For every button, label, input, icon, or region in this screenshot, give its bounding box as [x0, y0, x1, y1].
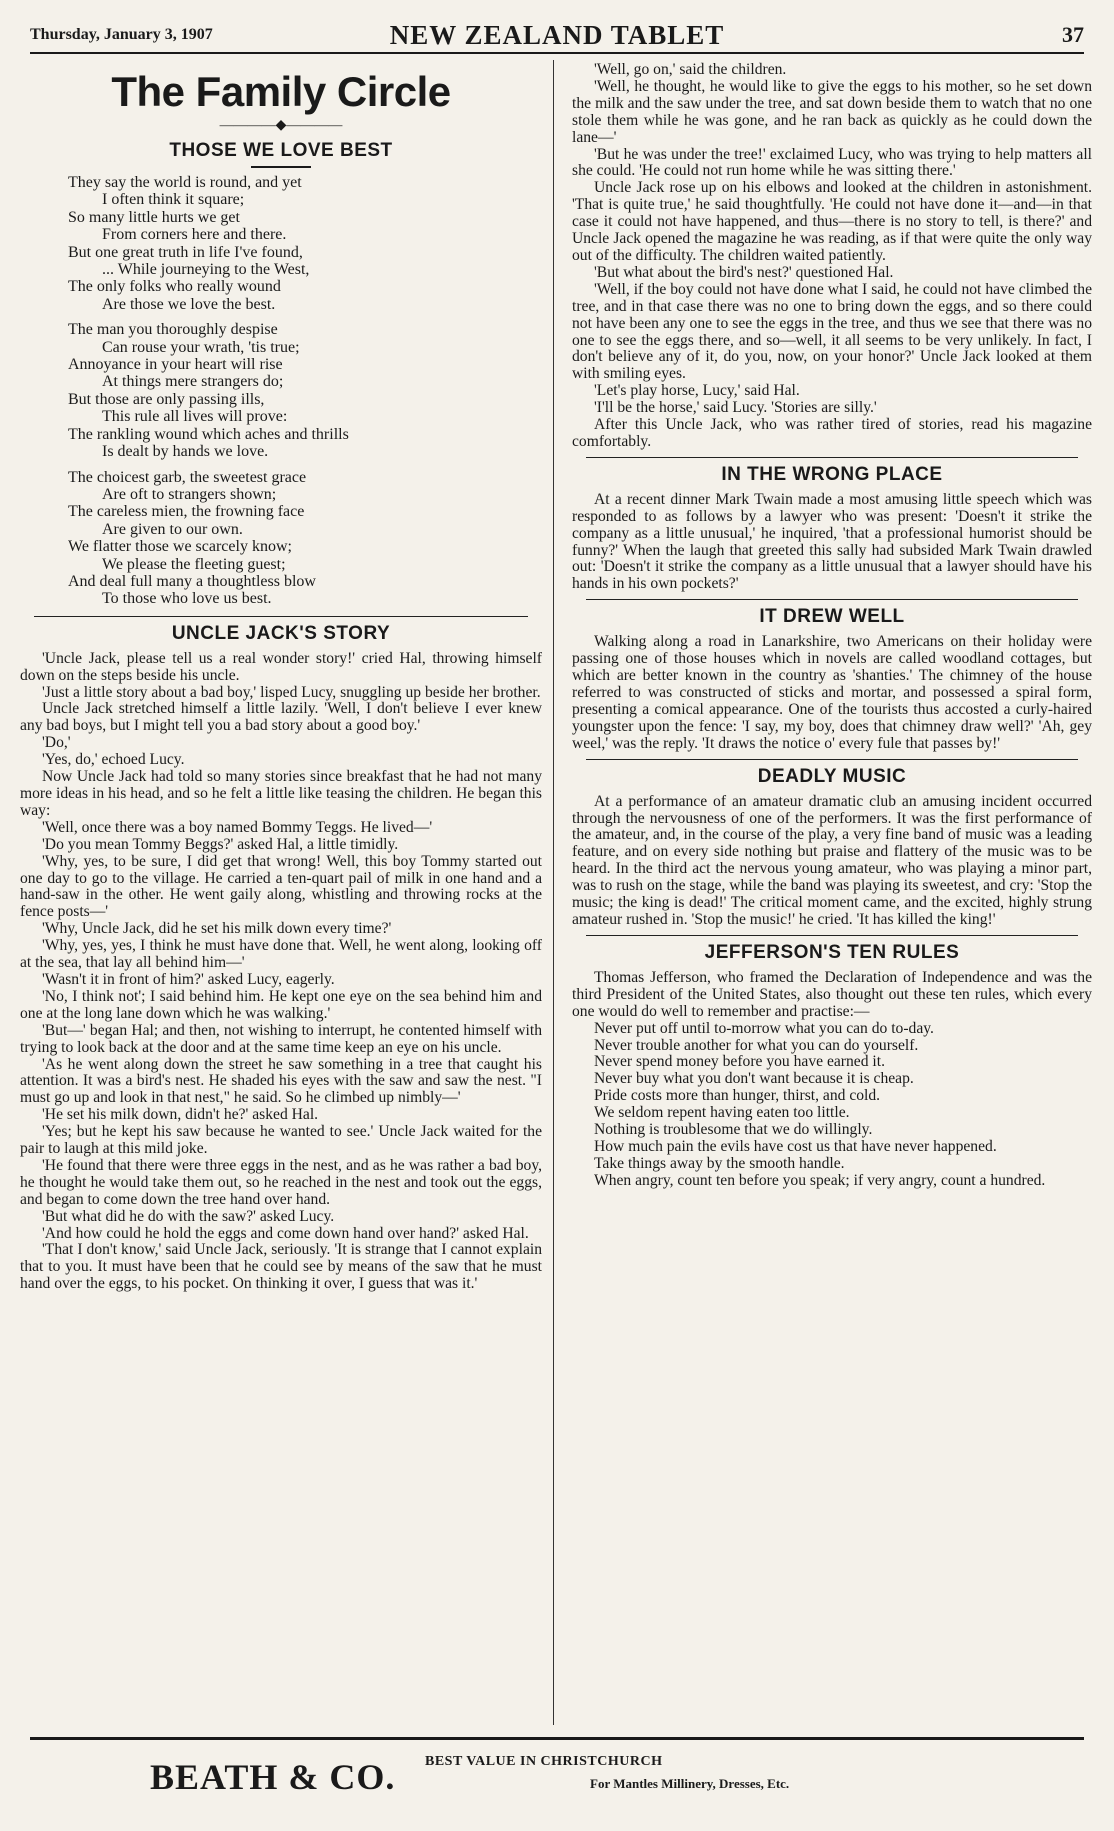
- story-paragraph: 'Why, Uncle Jack, did he set his milk down every time?': [42, 920, 392, 938]
- article-paragraph: At a recent dinner Mark Twain made a most amusing little speech which was responded to as follows by a lawyer who was present: 'Doesn't it strike the company as a little unusual,' he inquired, 'that a professional humorist should be funny?' When the laugh that greeted this sally had subsided Mark Twain drawled out: 'Doesn't it strike the company as a little unusual that a lawyer should have his hands in his own pockets?': [572, 490, 1092, 593]
- section-separator: [586, 457, 1078, 458]
- story-paragraph: 'Well, if the boy could not have done what I said, he could not have climbed the tree, and in that case there was no one to bring down the eggs, and so there could not have been any one to see the eggs in the tree, and thus we see that there was no one to see the eggs there, and so—well, it all seems to be very unlikely. In fact, I don't believe any of it, do you, now, on your honor?' Uncle Jack looked at them with smiling eyes.: [572, 280, 1092, 383]
- story-paragraph: Uncle Jack rose up on his elbows and looked at the children in astonishment. 'That is quite true,' he said thoughtfully. 'He could not have done it—and—in that case it could not have happened, and thus—there is no story to tell, is there?' and Uncle Jack opened the magazine he was reading, as if that were quite the only way out of the difficulty. The children waited patiently.: [572, 179, 1092, 264]
- wrong-place-heading: IN THE WRONG PLACE: [721, 463, 943, 485]
- story-paragraph: 'That I don't know,' said Uncle Jack, seriously. 'It is strange that I cannot explain that to you. It must have been that he could see by means of the saw that he must hand over the eggs, to his pocket. On thinking it over, I guess that was it.': [20, 1241, 542, 1293]
- poem-line: Annoyance in your heart will rise: [68, 356, 283, 374]
- story-paragraph: 'Yes; but he kept his saw because he wanted to see.' Uncle Jack waited for the pair to laugh at this mild joke.: [20, 1123, 542, 1158]
- story-heading: UNCLE JACK'S STORY: [171, 622, 391, 644]
- advertisement: [30, 1737, 1084, 1810]
- poem-line: We flatter those we scarcely know;: [68, 538, 292, 556]
- article-paragraph: At a performance of an amateur dramatic club an amusing incident occurred through the nervousness of one of the performers. It was the first performance of the amateur, and, in the course of the play, a very fine band of music was a leading feature, and on every side nothing but praise and flattery of the music was to be heard. In the third act the nervous young amateur, who was playing a minor part, was to rush on the stage, while the band was playing its sweetest, and cry: 'Stop the music; the king is dead!' The critical moment came, and the excited, highly strung amateur rushed in. 'Stop the music!' he cried. 'It has killed the king!': [572, 792, 1092, 928]
- story-paragraph: 'Well, go on,' said the children.: [594, 62, 787, 78]
- poem-line: The careless mien, the frowning face: [68, 503, 305, 521]
- poem-line: But those are only passing ills,: [68, 390, 265, 408]
- wrong-place-body: [572, 492, 1092, 593]
- rule-item: Nothing is troublesome that we do willingly.: [594, 1121, 873, 1139]
- right-column: [572, 62, 1092, 1722]
- story-paragraph: 'He found that there were three eggs in the nest, and as he was rather a bad boy, he thought he would take them out, so he reached in the nest and took out the eggs, and began to come down the tree hand over hand.: [20, 1156, 542, 1208]
- story-paragraph: 'Well, he thought, he would like to give the eggs to his mother, so he set down the milk and the saw under the tree, and sat down beside them to watch that no one stole them while he was gone, and he ran back as quickly as he could down the lane—': [572, 77, 1092, 146]
- poem-line: I often think it square;: [102, 191, 245, 209]
- section-separator: [34, 616, 528, 617]
- poem-line: This rule all lives will prove:: [102, 408, 288, 426]
- story-paragraph: 'Uncle Jack, please tell us a real wonder story!' cried Hal, throwing himself down on the steps beside his uncle.: [20, 649, 542, 684]
- rule-item: Never put off until to-morrow what you can do to-day.: [594, 1019, 934, 1037]
- page-number: 37: [1062, 22, 1084, 47]
- rule-item: How much pain the evils have cost us that have never happened.: [594, 1137, 997, 1155]
- section-separator: [586, 599, 1078, 600]
- story-paragraph: 'He set his milk down, didn't he?' asked Hal.: [42, 1106, 319, 1124]
- left-column: [20, 62, 542, 1722]
- story-paragraph: 'Just a little story about a bad boy,' lisped Lucy, snuggling up beside her brother.: [42, 683, 541, 701]
- poem-line: Are given to our own.: [102, 520, 243, 538]
- story-continued: [572, 62, 1092, 451]
- story-paragraph: 'Do,': [42, 734, 71, 752]
- drew-well-heading: IT DREW WELL: [759, 606, 905, 628]
- rule-item: Never trouble another for what you can do yourself.: [594, 1036, 919, 1054]
- story-paragraph: 'Let's play horse, Lucy,' said Hal.: [594, 382, 800, 400]
- story-paragraph: 'But—' began Hal; and then, not wishing to interrupt, he contented himself with trying to look back at the door and at the same time keep an eye on his uncle.: [20, 1021, 542, 1056]
- poem-line: The rankling wound which aches and thrills: [68, 425, 349, 443]
- poem-line: The only folks who really wound: [68, 278, 281, 296]
- section-separator: [586, 935, 1078, 936]
- story-paragraph: After this Uncle Jack, who was rather tired of stories, read his magazine comfortably.: [572, 416, 1092, 450]
- masthead: [30, 18, 1084, 54]
- rule-item: Never buy what you don't want because it is cheap.: [594, 1070, 914, 1088]
- story-paragraph: 'No, I think not'; I said behind him. He kept one eye on the sea behind him and one at the long lane down which he was walking.': [20, 987, 542, 1022]
- rule-item: Take things away by the smooth handle.: [594, 1154, 845, 1172]
- story-paragraph: 'But what did he do with the saw?' asked Lucy.: [42, 1207, 335, 1225]
- section-separator: [586, 759, 1078, 760]
- poem-line: But one great truth in life I've found,: [68, 243, 303, 261]
- poem-line: From corners here and there.: [102, 226, 287, 244]
- drew-well-body: [572, 634, 1092, 752]
- paper-title: NEW ZEALAND TABLET: [389, 20, 725, 50]
- jefferson-rules: [572, 1021, 1092, 1190]
- poem-line: They say the world is round, and yet: [68, 174, 302, 191]
- poem-stanza: [68, 174, 542, 313]
- poem: [68, 174, 542, 608]
- poem-line: So many little hurts we get: [68, 208, 240, 226]
- poem-stanza: [68, 469, 542, 608]
- poem-line: We please the fleeting guest;: [102, 555, 286, 573]
- deadly-music-body: [572, 794, 1092, 929]
- title-rule: [251, 166, 311, 168]
- poem-line: Is dealt by hands we love.: [102, 443, 269, 461]
- poem-line: ... While journeying to the West,: [102, 261, 310, 279]
- advert-tagline: BEST VALUE IN CHRISTCHURCH: [425, 1754, 663, 1769]
- jefferson-heading: JEFFERSON'S TEN RULES: [704, 941, 960, 963]
- story-paragraph: Now Uncle Jack had told so many stories since breakfast that he had not many more ideas in his head, and so he felt a little like teasing the children. He began this way:: [20, 768, 542, 819]
- poem-line: Are those we love the best.: [102, 295, 276, 313]
- rule-item: Never spend money before you have earned it.: [594, 1053, 885, 1071]
- section-title: The Family Circle: [111, 68, 451, 115]
- column-divider: [553, 60, 554, 1725]
- story-body: [20, 651, 542, 1293]
- rule-item: We seldom repent having eaten too little.: [594, 1104, 850, 1122]
- story-paragraph: 'And how could he hold the eggs and come down hand over hand?' asked Hal.: [42, 1224, 529, 1242]
- story-paragraph: 'But he was under the tree!' exclaimed Lucy, who was trying to help matters all she could. 'He could not run home while he was sitting there.': [572, 145, 1092, 180]
- story-paragraph: 'I'll be the horse,' said Lucy. 'Stories are silly.': [594, 399, 877, 417]
- poem-line: The choicest garb, the sweetest grace: [68, 468, 307, 486]
- article-paragraph: Walking along a road in Lanarkshire, two Americans on their holiday were passing one of those houses which in novels are called woodland cottages, but which are better known in the country as 'shanties.' The chimney of the house referred to was constructed of sticks and mortar, and possessed a spiral form, presenting a comical appearance. One of the tourists thus accosted a curly-haired youngster upon the fence: 'I say, my boy, does that chimney draw well?' 'Ah, gey weel,' was the reply. 'It draws the notice o' every fule that passes by!': [572, 633, 1092, 752]
- story-paragraph: 'Why, yes, to be sure, I did get that wrong! Well, this boy Tommy started out one day to go to the village. He carried a ten-quart pail of milk in one hand and a hand-saw in the other. He went gaily along, whistling and throwing rocks at the fence posts—': [20, 852, 542, 921]
- advert-line: For Mantles Millinery, Dresses, Etc.: [590, 1776, 790, 1791]
- jefferson-intro: Thomas Jefferson, who framed the Declaration of Independence and was the third President of the United States, also thought out these ten rules, which every one would do well to remember and practise:—: [572, 968, 1092, 1020]
- poem-line: And deal full many a thoughtless blow: [68, 572, 316, 590]
- story-paragraph: 'Wasn't it in front of him?' asked Lucy, eagerly.: [42, 970, 335, 988]
- poem-line: Can rouse your wrath, 'tis true;: [102, 338, 300, 356]
- poem-line: To those who love us best.: [102, 590, 272, 608]
- rule-item: Pride costs more than hunger, thirst, and cold.: [594, 1087, 881, 1105]
- poem-title: THOSE WE LOVE BEST: [169, 140, 393, 161]
- deadly-music-heading: DEADLY MUSIC: [757, 765, 907, 787]
- story-paragraph: 'But what about the bird's nest?' questioned Hal.: [594, 263, 894, 281]
- rule-item: When angry, count ten before you speak; if very angry, count a hundred.: [594, 1171, 1046, 1189]
- poem-line: Are oft to strangers shown;: [102, 485, 277, 503]
- story-paragraph: 'Yes, do,' echoed Lucy.: [42, 751, 185, 769]
- story-paragraph: 'Well, once there was a boy named Bommy Teggs. He lived—': [42, 818, 433, 836]
- story-paragraph: 'Why, yes, yes, I think he must have done that. Well, he went along, looking off at the sea, that lay all behind him—': [20, 937, 542, 972]
- poem-line: At things mere strangers do;: [102, 373, 284, 391]
- poem-stanza: [68, 321, 542, 460]
- story-paragraph: 'As he went along down the street he saw something in a tree that caught his attention. It was a bird's nest. He shaded his eyes with the saw and saw the nest. "I must go up and look in that nest," he said. So he climbed up nimbly—': [20, 1055, 542, 1107]
- ornament-divider: ――――◆――――: [219, 118, 343, 133]
- advert-brand: BEATH & CO.: [150, 1757, 396, 1797]
- story-paragraph: Uncle Jack stretched himself a little lazily. 'Well, I don't believe I ever knew any bad boys, but I might tell you a bad story about a good boy.': [20, 700, 542, 735]
- story-paragraph: 'Do you mean Tommy Beggs?' asked Hal, a little timidly.: [42, 835, 399, 853]
- poem-line: The man you thoroughly despise: [68, 321, 278, 339]
- issue-date: Thursday, January 3, 1907: [30, 26, 213, 43]
